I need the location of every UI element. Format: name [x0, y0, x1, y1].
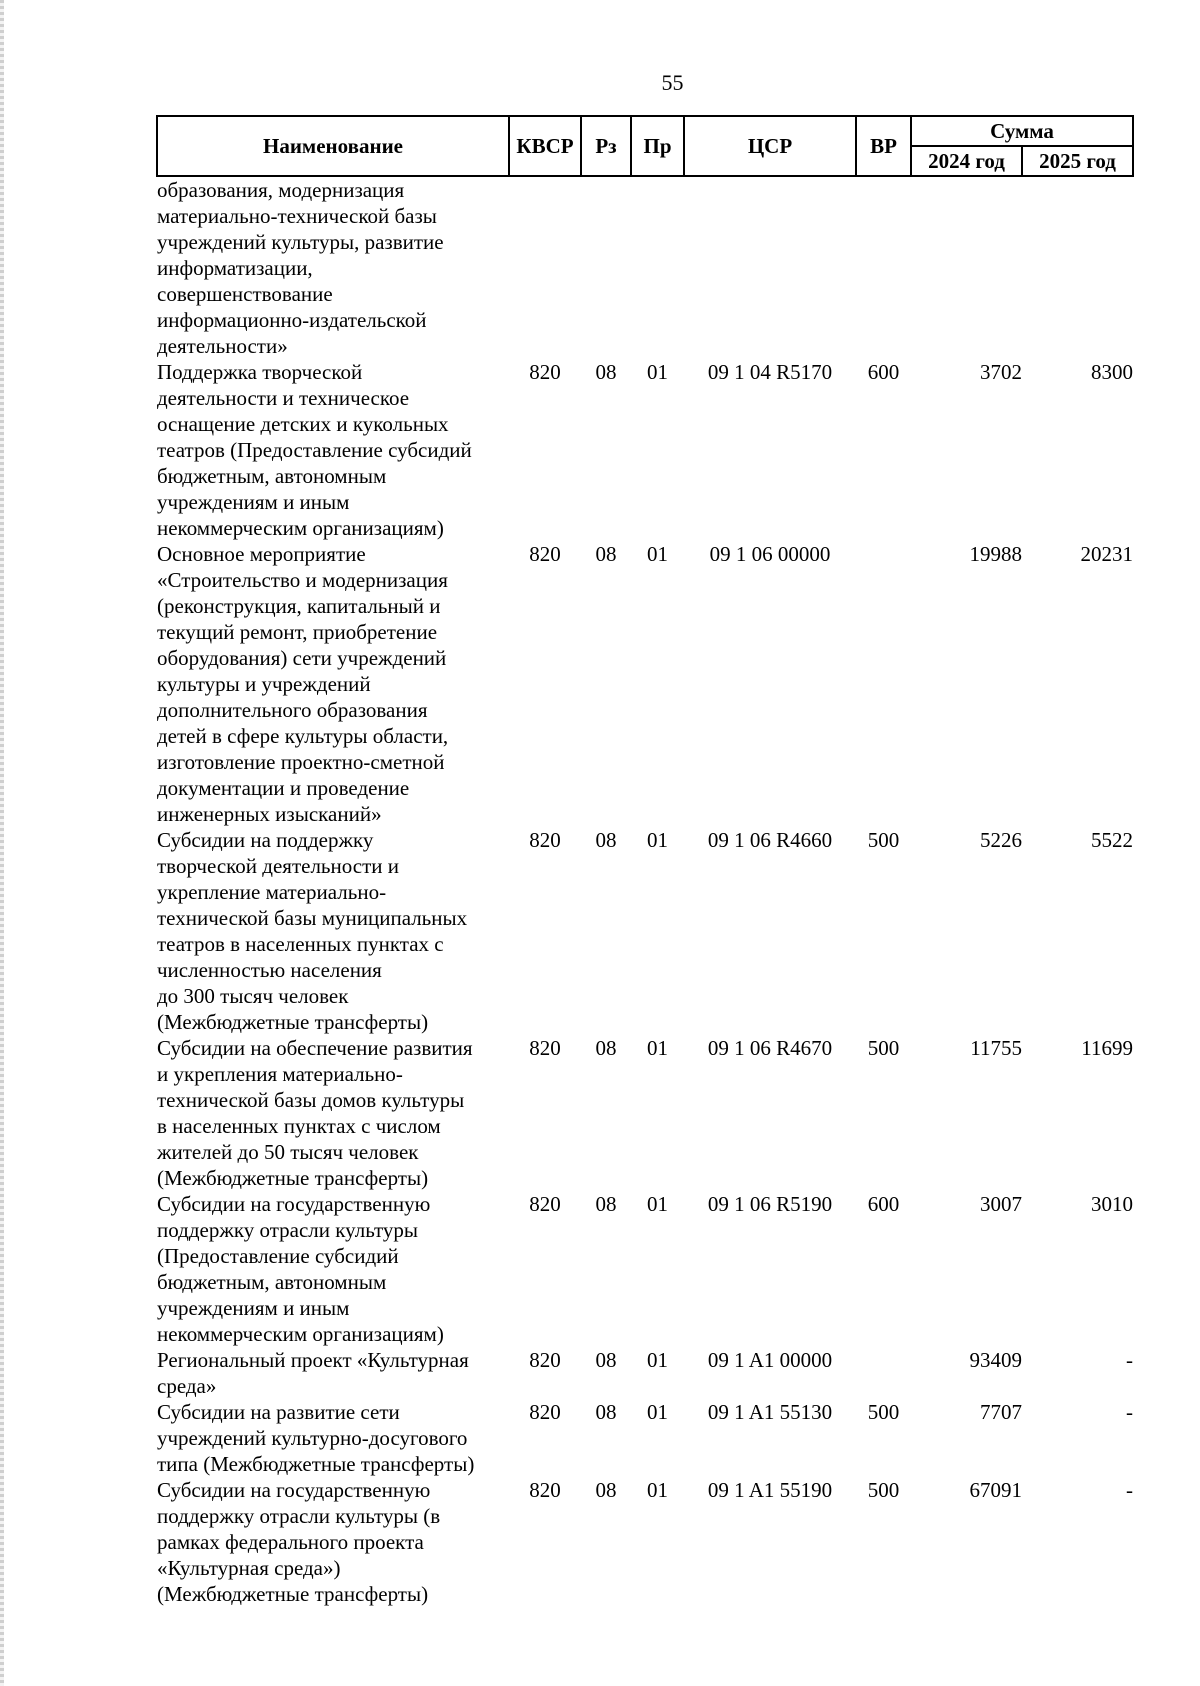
row-kvsr: 820 [529, 1348, 561, 1372]
row-name: Основное мероприятие «Строительство и модернизация (реконструкция, капитальный и текущий ремонт, приобретение оборудования) сети учреждений культуры и учреждений дополнительного образования детей в сфере культуры области, изготовление проектно-сметной документации и проведение инженерных изысканий» [157, 542, 449, 826]
row-pr: 01 [647, 1036, 668, 1060]
row-rz: 08 [595, 1036, 617, 1060]
row-pr: 01 [647, 360, 668, 384]
row-vr: 500 [867, 1478, 900, 1502]
header-kvsr: КВСР [509, 116, 581, 176]
row-sum-2025: 3010 [1091, 1192, 1133, 1216]
row-sum-2025: - [1126, 1348, 1133, 1372]
row-csr: 09 1 06 R4670 [707, 1036, 833, 1060]
row-sum-2024: 3007 [980, 1192, 1022, 1216]
row-csr: 09 1 A1 55130 [707, 1400, 833, 1424]
header-csr: ЦСР [684, 116, 856, 176]
row-pr: 01 [647, 1478, 668, 1502]
row-pr: 01 [647, 1192, 668, 1216]
row-rz: 08 [595, 542, 617, 566]
row-name: Региональный проект «Культурная среда» [157, 1348, 469, 1398]
row-vr: 500 [867, 1036, 900, 1060]
table-row [157, 176, 1133, 359]
row-pr: 01 [647, 1348, 668, 1372]
table-header-row [157, 116, 1133, 146]
row-name: Субсидии на государственную поддержку отрасли культуры (Предоставление субсидий бюджетным, автономным учреждениям и иным некоммерческим организациям) [157, 1192, 444, 1346]
row-sum-2024: 7707 [980, 1400, 1022, 1424]
row-sum-2024: 11755 [970, 1036, 1022, 1060]
row-sum-2025: 8300 [1091, 360, 1133, 384]
row-sum-2025 [1022, 176, 1133, 359]
row-kvsr: 820 [529, 828, 561, 852]
row-sum-2025: - [1126, 1400, 1133, 1424]
row-name: Субсидии на поддержку творческой деятельности и укрепление материально- технической базы муниципальных театров в населенных пунктах с численностью населения до 300 тысяч человек (Межбюджетные трансферты) [157, 828, 468, 1034]
row-kvsr: 820 [529, 360, 561, 384]
table-row [157, 1035, 1133, 1191]
row-name: Субсидии на государственную поддержку отрасли культуры (в рамках федерального проекта «Культурная среда») (Межбюджетные трансферты) [157, 1478, 441, 1606]
row-kvsr: 820 [529, 542, 561, 566]
row-sum-2024: 3702 [980, 360, 1022, 384]
row-rz: 08 [595, 1192, 617, 1216]
table-row [157, 359, 1133, 541]
row-sum-2025: 11699 [1081, 1036, 1133, 1060]
row-vr: 500 [867, 828, 900, 852]
row-sum-2025: - [1126, 1478, 1133, 1502]
row-sum-2024: 5226 [980, 828, 1022, 852]
row-csr: 09 1 04 R5170 [707, 360, 833, 384]
row-csr: 09 1 06 R4660 [707, 828, 833, 852]
row-vr: 500 [867, 1400, 900, 1424]
table-row [157, 1399, 1133, 1477]
table-body [157, 176, 1133, 1607]
table-row [157, 1191, 1133, 1347]
header-year-2024: 2024 год [911, 146, 1022, 176]
header-rz: Рз [581, 116, 631, 176]
header-vr: ВР [856, 116, 911, 176]
header-pr: Пр [631, 116, 684, 176]
row-sum-2025: 5522 [1091, 828, 1133, 852]
row-vr [856, 541, 911, 827]
row-kvsr: 820 [529, 1478, 561, 1502]
page-number: 55 [661, 70, 684, 95]
row-rz: 08 [595, 828, 617, 852]
row-name: Поддержка творческой деятельности и техническое оснащение детских и кукольных театров (Предоставление субсидий бюджетным, автономным учреждениям и иным некоммерческим организациям) [157, 360, 472, 540]
row-rz: 08 [595, 1478, 617, 1502]
row-vr [856, 1347, 911, 1399]
row-name: образования, модернизация материально-технической базы учреждений культуры, развитие информатизации, совершенствование информационно-издательской деятельности» [157, 178, 444, 358]
scan-edge [0, 0, 4, 1686]
header-year-2025: 2025 год [1022, 146, 1133, 176]
row-csr: 09 1 A1 00000 [707, 1348, 833, 1372]
row-vr: 600 [867, 1192, 900, 1216]
row-kvsr: 820 [529, 1400, 561, 1424]
row-name: Субсидии на обеспечение развития и укрепления материально- технической базы домов культуры в населенных пунктах с числом жителей до 50 тысяч человек (Межбюджетные трансферты) [157, 1036, 473, 1190]
row-rz: 08 [595, 1400, 617, 1424]
row-csr: 09 1 06 R5190 [707, 1192, 833, 1216]
row-sum-2024 [911, 176, 1022, 359]
table-row [157, 827, 1133, 1035]
row-csr: 09 1 06 00000 [709, 542, 831, 566]
row-sum-2024: 19988 [969, 542, 1022, 566]
table-row [157, 1347, 1133, 1399]
row-kvsr [509, 176, 581, 359]
header-name: Наименование [157, 116, 509, 176]
row-sum-2024: 93409 [969, 1348, 1022, 1372]
table-row [157, 541, 1133, 827]
row-pr [631, 176, 684, 359]
row-kvsr: 820 [529, 1036, 561, 1060]
row-sum-2024: 67091 [969, 1478, 1022, 1502]
row-sum-2025: 20231 [1080, 542, 1133, 566]
row-csr: 09 1 A1 55190 [707, 1478, 833, 1502]
row-kvsr: 820 [529, 1192, 561, 1216]
header-sum: Сумма [911, 116, 1133, 146]
row-pr: 01 [647, 828, 668, 852]
row-name: Субсидии на развитие сети учреждений культурно-досугового типа (Межбюджетные трансферты) [157, 1400, 475, 1476]
row-pr: 01 [647, 542, 668, 566]
row-vr: 600 [867, 360, 900, 384]
row-rz [581, 176, 631, 359]
row-vr [856, 176, 911, 359]
budget-table [156, 115, 1134, 1607]
row-pr: 01 [647, 1400, 668, 1424]
table-row [157, 1477, 1133, 1607]
row-rz: 08 [595, 1348, 617, 1372]
row-csr [684, 176, 856, 359]
row-rz: 08 [595, 360, 617, 384]
